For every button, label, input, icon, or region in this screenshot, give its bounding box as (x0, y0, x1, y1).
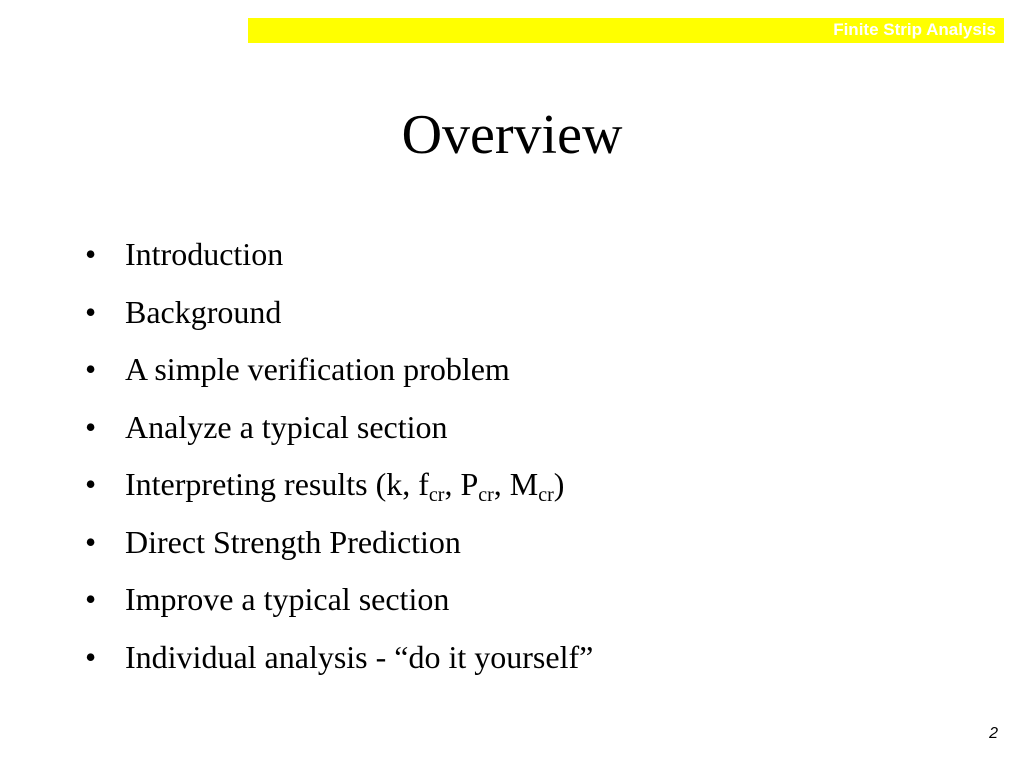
bullet-text: Direct Strength Prediction (125, 523, 461, 560)
bullet-text: Analyze a typical section (125, 408, 448, 445)
bullet-text: Individual analysis - “do it yourself” (125, 638, 594, 675)
bullet-dot-icon: • (85, 638, 97, 675)
header-bar (248, 18, 1004, 43)
bullet-dot-icon: • (85, 581, 97, 617)
header-title: Finite Strip Analysis (833, 20, 996, 39)
bullet-dot-icon: • (85, 466, 97, 502)
bullet-text-segment: ) (553, 466, 565, 502)
slide-title: Overview (401, 104, 623, 166)
bullet-text-segment: , M (493, 466, 539, 502)
bullet-text-segment: , P (444, 466, 479, 502)
bullet-text-segment: Interpreting results (k, f (125, 466, 429, 502)
subscript-cr: cr (538, 484, 554, 506)
bullet-text: Improve a typical section (125, 581, 450, 617)
bullet-text-interpreting-results (125, 460, 564, 508)
subscript-cr: cr (428, 484, 445, 506)
page-number: 2 (989, 725, 998, 742)
bullet-dot-icon: • (85, 523, 97, 560)
bullet-dot-icon: • (85, 351, 97, 387)
bullet-text: Introduction (125, 236, 284, 272)
subscript-cr: cr (478, 484, 494, 506)
bullet-dot-icon: • (85, 236, 97, 272)
bullet-dot-icon: • (85, 408, 97, 445)
bullet-text: Background (125, 293, 282, 330)
bullet-dot-icon: • (85, 293, 97, 330)
bullet-text: A simple verification problem (125, 351, 510, 387)
